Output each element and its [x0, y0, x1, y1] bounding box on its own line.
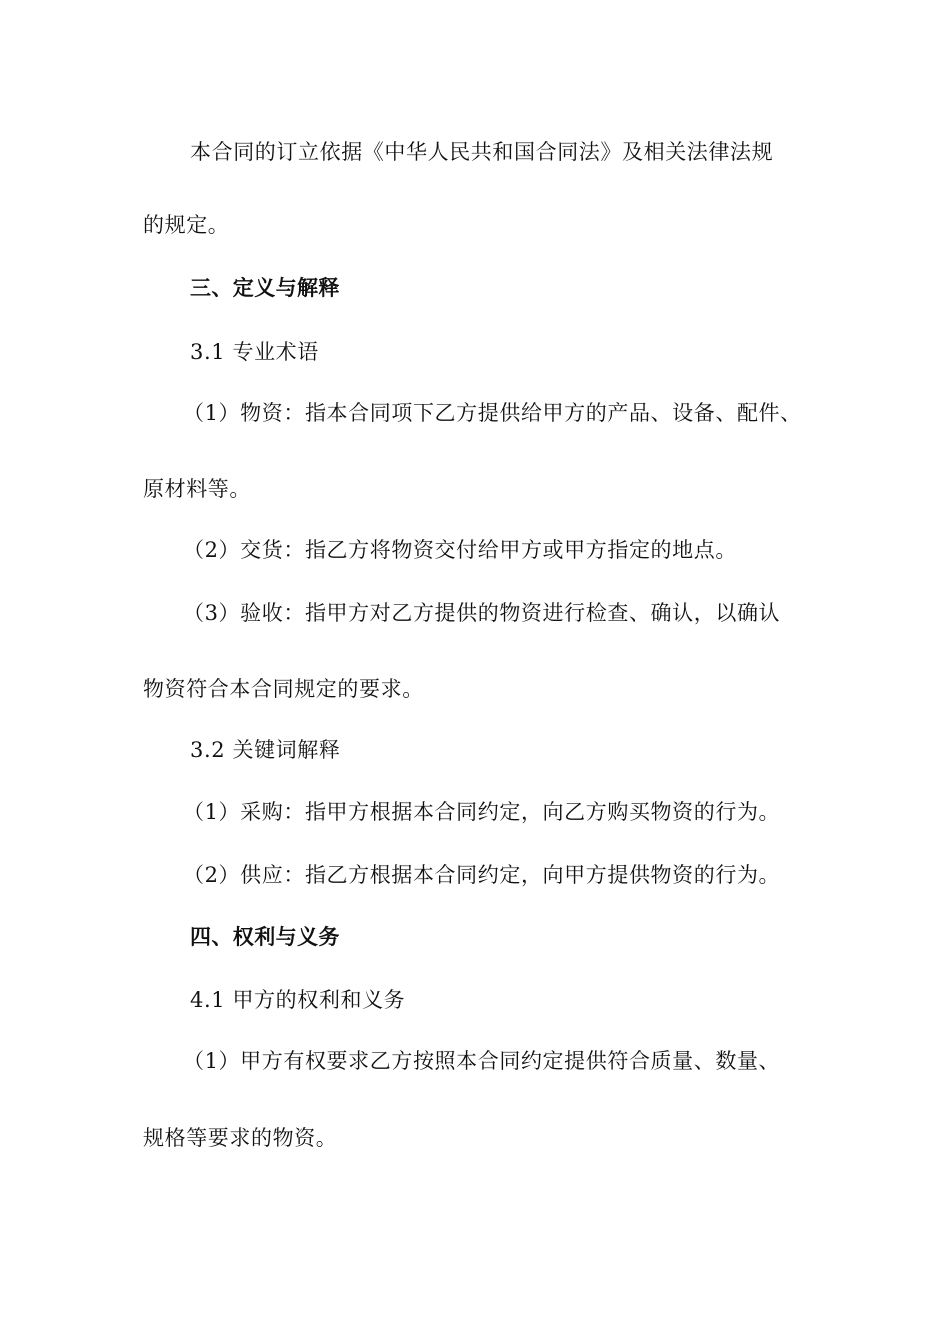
list-item: （3）验收：指甲方对乙方提供的物资进行检查、确认，以确认 — [183, 601, 781, 625]
paragraph-line: 规格等要求的物资。 — [143, 1126, 338, 1150]
section-heading: 四、权利与义务 — [190, 925, 340, 949]
paragraph-line: 原材料等。 — [143, 477, 251, 501]
list-item: （1）采购：指甲方根据本合同约定，向乙方购买物资的行为。 — [183, 800, 781, 824]
subsection-heading: 3.1 专业术语 — [190, 340, 319, 364]
subsection-heading: 3.2 关键词解释 — [190, 738, 341, 762]
list-item: （2）交货：指乙方将物资交付给甲方或甲方指定的地点。 — [183, 538, 737, 562]
list-item: （1）物资：指本合同项下乙方提供给甲方的产品、设备、配件、 — [183, 401, 802, 425]
subsection-heading: 4.1 甲方的权利和义务 — [190, 988, 406, 1012]
section-heading: 三、定义与解释 — [190, 276, 340, 300]
list-item: （1）甲方有权要求乙方按照本合同约定提供符合质量、数量、 — [183, 1049, 781, 1073]
paragraph-line: 物资符合本合同规定的要求。 — [143, 677, 424, 701]
paragraph-line: 本合同的订立依据《中华人民共和国合同法》及相关法律法规 — [190, 140, 774, 164]
list-item: （2）供应：指乙方根据本合同约定，向甲方提供物资的行为。 — [183, 863, 781, 887]
paragraph-line: 的规定。 — [143, 213, 230, 237]
